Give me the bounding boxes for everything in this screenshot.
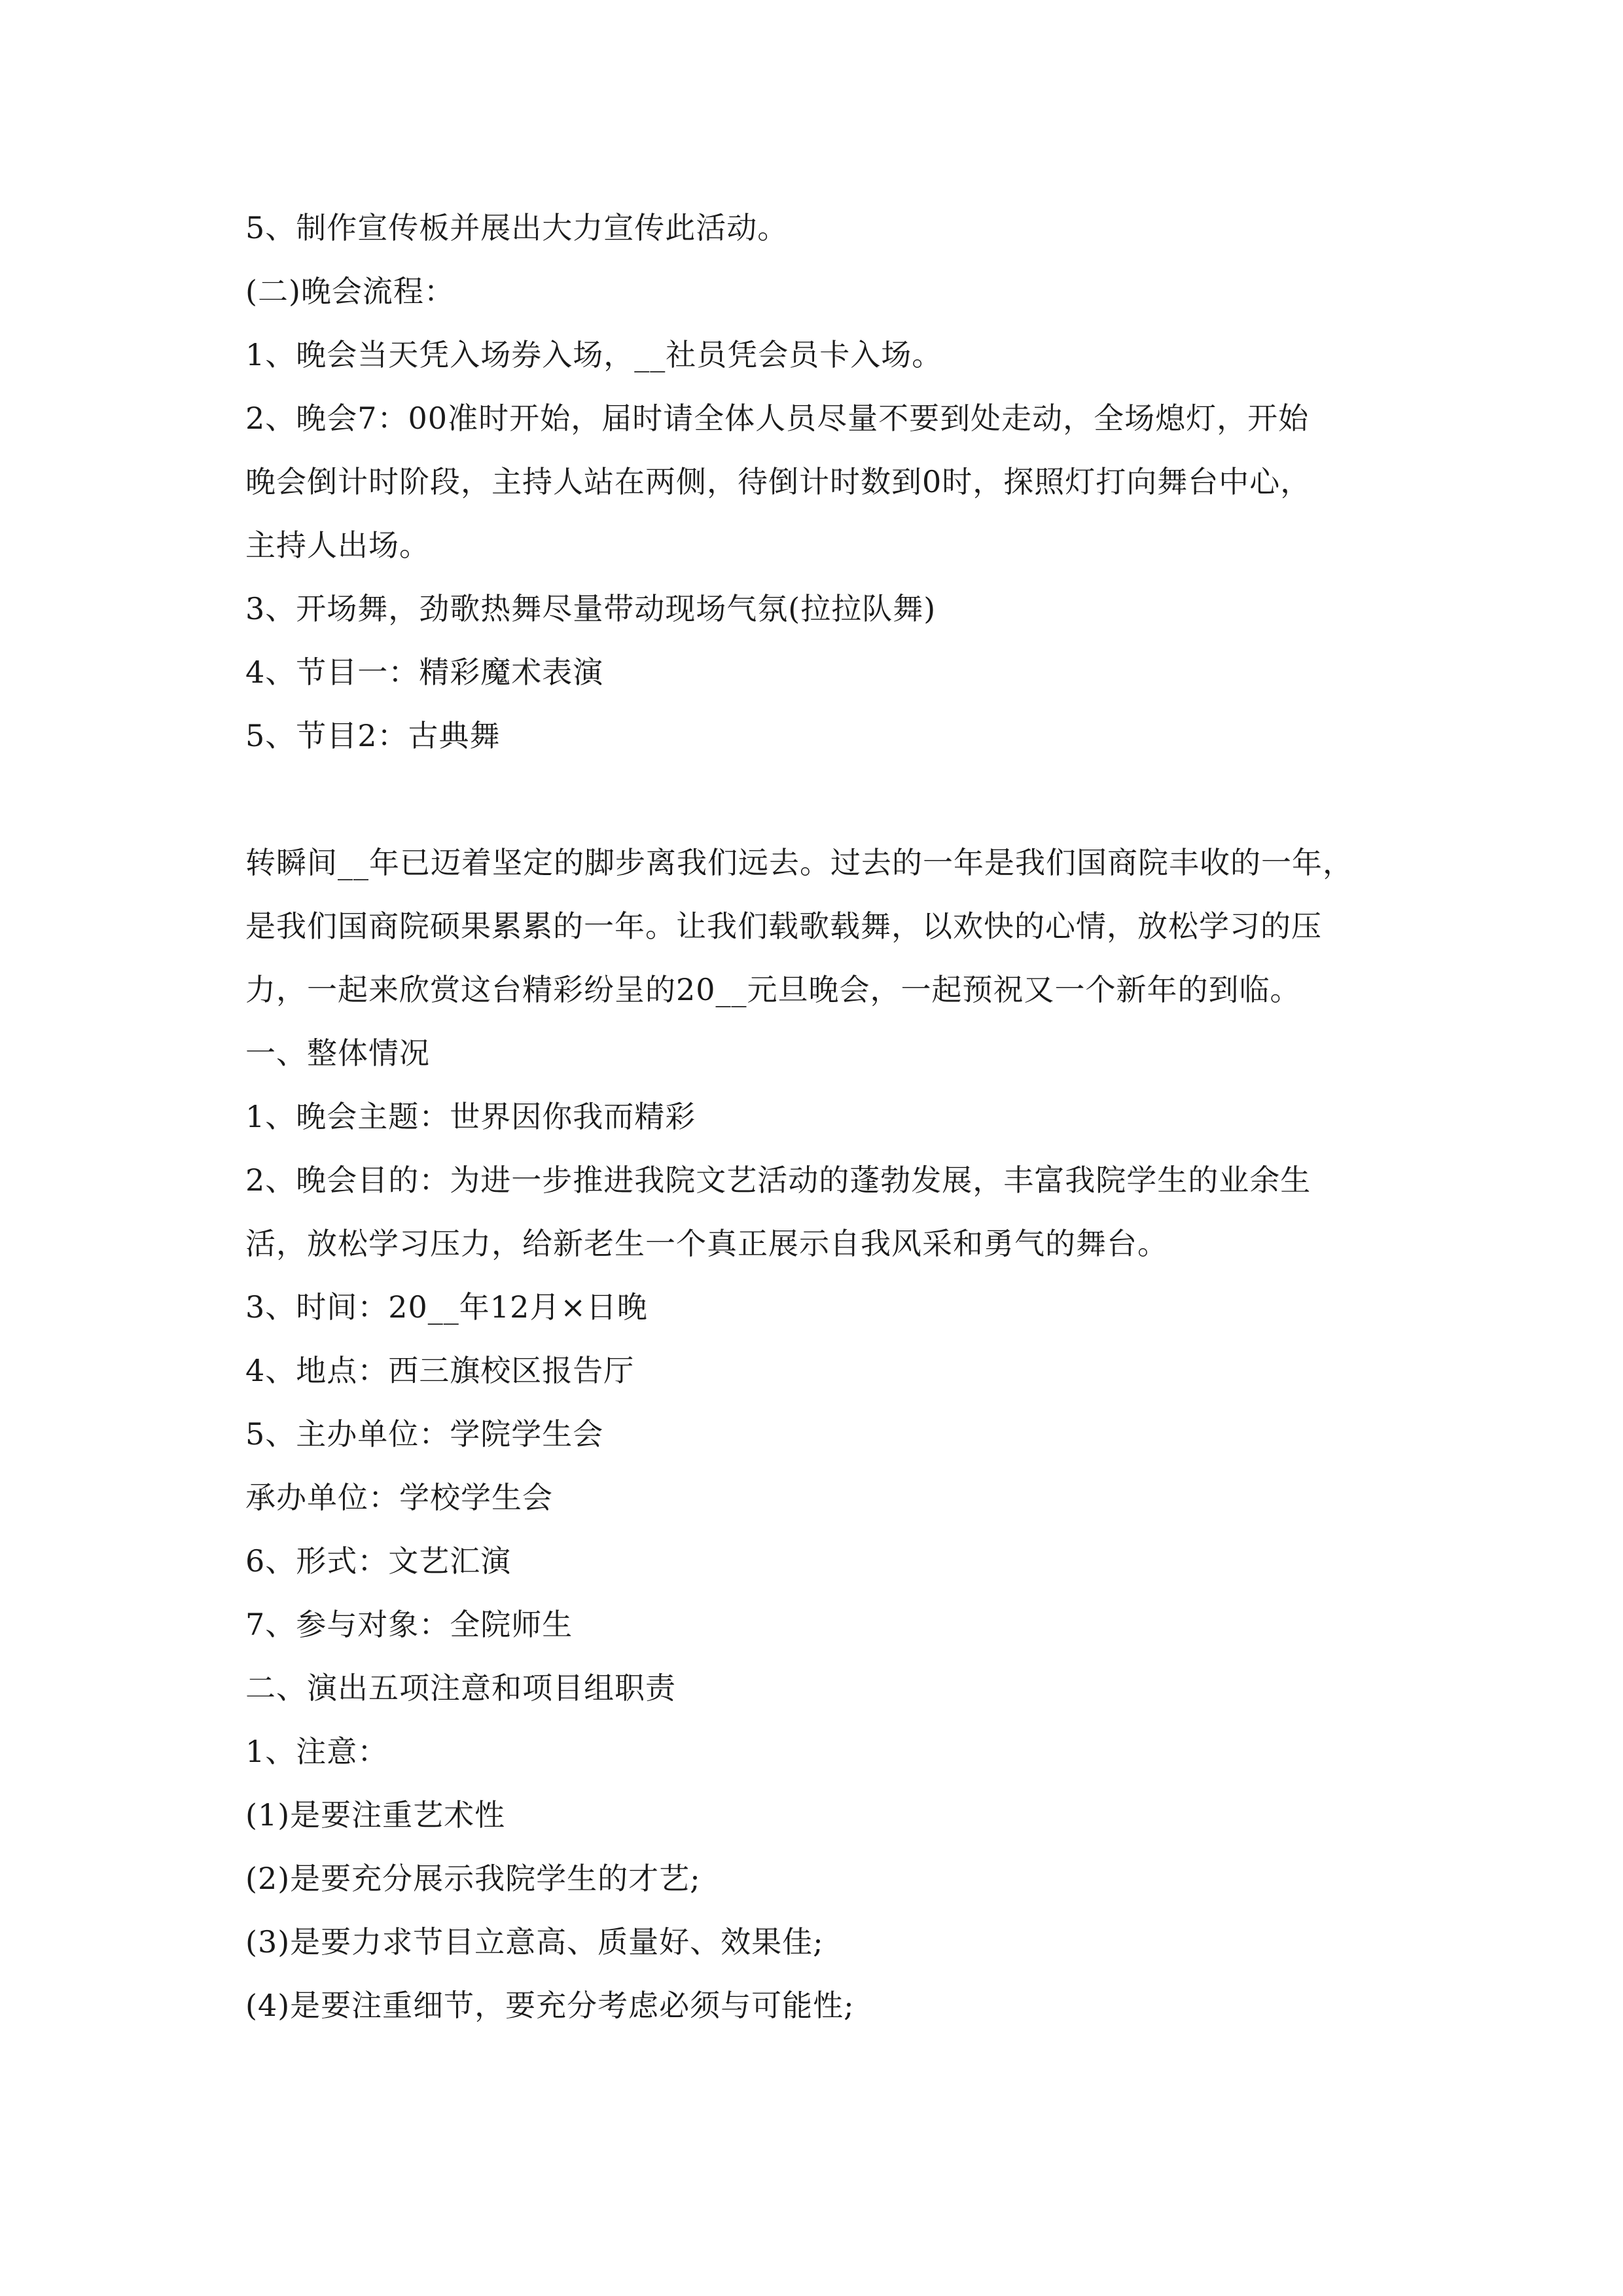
text-line: 4、节目一：精彩魔术表演: [245, 655, 604, 690]
text-line: 4、地点：西三旗校区报告厅: [245, 1353, 635, 1388]
text-line: 2、晚会7：00准时开始，届时请全体人员尽量不要到处走动，全场熄灯，开始: [245, 401, 1310, 436]
document-page: [245, 196, 1378, 2037]
text-line: 3、时间：20__年12月×日晚: [245, 1289, 648, 1325]
text-line: 是我们国商院硕果累累的一年。让我们载歌载舞，以欢快的心情，放松学习的压: [245, 908, 1322, 944]
text-line: 晚会倒计时阶段，主持人站在两侧，待倒计时数到0时，探照灯打向舞台中心，: [245, 464, 1311, 499]
text-line: 3、开场舞，劲歌热舞尽量带动现场气氛(拉拉队舞): [245, 591, 936, 626]
text-line: (3)是要力求节目立意高、质量好、效果佳;: [245, 1924, 824, 1960]
text-line: 7、参与对象：全院师生: [245, 1607, 573, 1642]
text-line: 5、制作宣传板并展出大力宣传此活动。: [245, 210, 789, 245]
text-line: 力，一起来欣赏这台精彩纷呈的20__元旦晚会，一起预祝又一个新年的到临。: [245, 972, 1301, 1007]
text-line: (2)是要充分展示我院学生的才艺;: [245, 1861, 701, 1896]
text-line: 1、晚会主题：世界因你我而精彩: [245, 1099, 696, 1134]
text-line: 转瞬间__年已迈着坚定的脚步离我们远去。过去的一年是我们国商院丰收的一年，: [245, 845, 1353, 880]
text-line: (1)是要注重艺术性: [245, 1797, 506, 1833]
text-line: 1、注意：: [245, 1734, 389, 1769]
text-line: 5、节目2：古典舞: [245, 718, 501, 753]
section-heading: 二、演出五项注意和项目组职责: [245, 1670, 676, 1706]
section-gap: [245, 768, 1378, 831]
text-line: 活，放松学习压力，给新老生一个真正展示自我风采和勇气的舞台。: [245, 1226, 1168, 1261]
text-line: 1、晚会当天凭入场券入场，__社员凭会员卡入场。: [245, 337, 943, 372]
text-line: 主持人出场。: [245, 528, 430, 563]
text-line: 6、形式：文艺汇演: [245, 1543, 512, 1579]
text-line: (二)晚会流程：: [245, 274, 455, 309]
text-line: 承办单位：学校学生会: [245, 1480, 553, 1515]
text-line: 2、晚会目的：为进一步推进我院文艺活动的蓬勃发展，丰富我院学生的业余生: [245, 1162, 1311, 1198]
section-heading: 一、整体情况: [245, 1035, 430, 1071]
text-line: 5、主办单位：学院学生会: [245, 1416, 604, 1452]
text-line: (4)是要注重细节，要充分考虑必须与可能性;: [245, 1988, 855, 2023]
